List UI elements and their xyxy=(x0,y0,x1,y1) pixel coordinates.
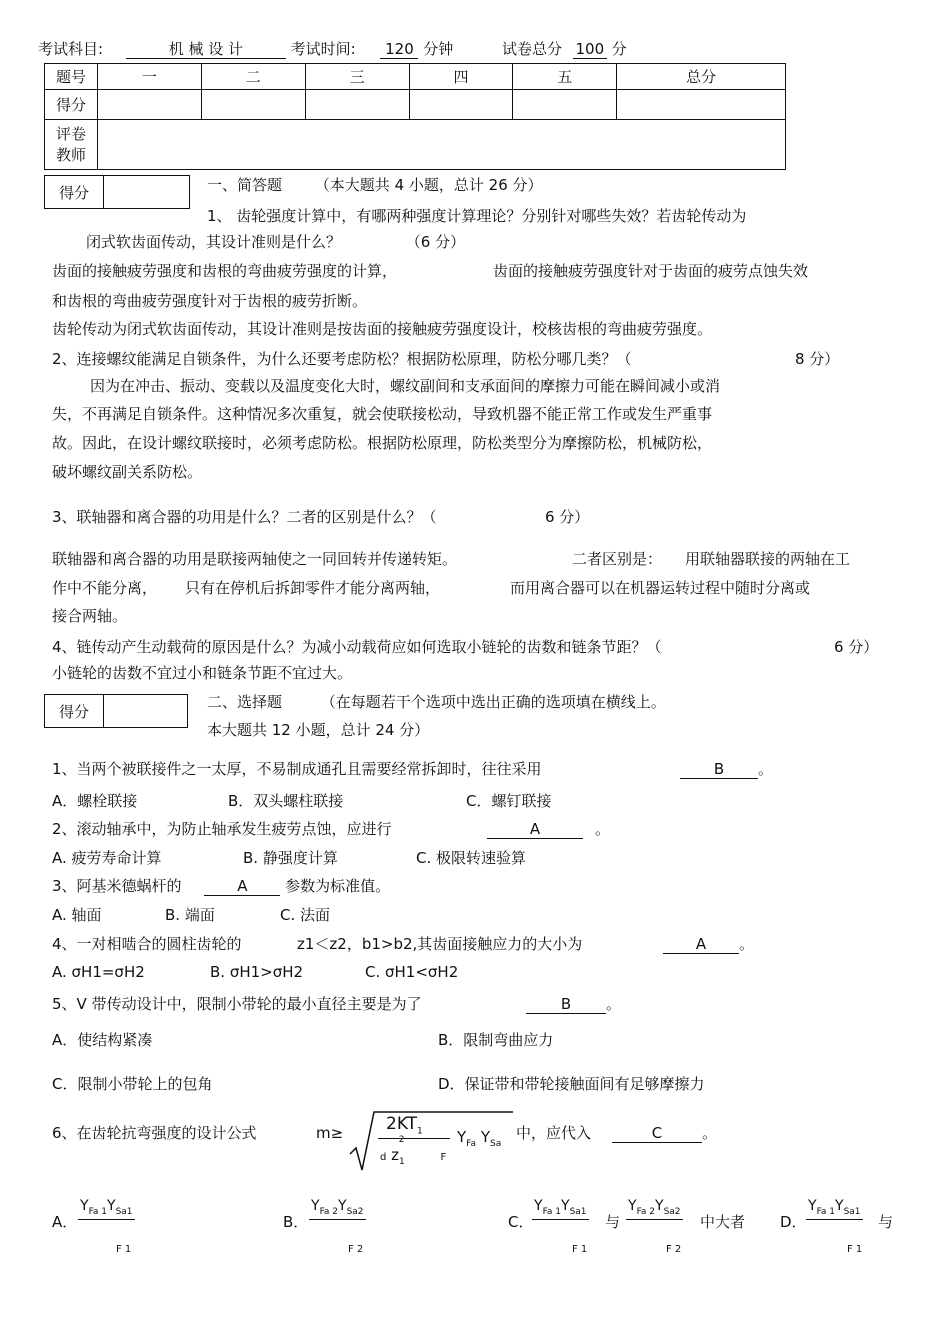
subject-value: 机 械 设 计 xyxy=(126,40,286,59)
s1-q1-line1: 1、 齿轮强度计算中，有哪两种强度计算理论？分别针对哪些失效？若齿轮传动为 xyxy=(207,207,747,225)
s1-a1-line1a: 齿面的接触疲劳强度和齿根的弯曲疲劳强度的计算， xyxy=(52,262,398,280)
s2-q4-option-a[interactable]: A. σH1=σH2 xyxy=(52,963,145,981)
s2-q6-mid: 中，应代入 xyxy=(516,1124,592,1142)
s2-q3 xyxy=(52,877,390,896)
score-cell[interactable] xyxy=(617,90,786,120)
grader-cell[interactable] xyxy=(98,120,786,170)
s1-q4-score: 6 分） xyxy=(834,638,879,656)
s2-q3-tail: 参数为标准值。 xyxy=(285,877,391,895)
section1-note: （本大题共 4 小题，总计 26 分） xyxy=(314,176,543,194)
s2-q3-option-c[interactable]: C. 法面 xyxy=(280,906,331,924)
subject-label: 考试科目: xyxy=(38,40,104,58)
col-2: 二 xyxy=(201,64,305,90)
col-total: 总分 xyxy=(617,64,786,90)
row-label-grader: 评卷教师 xyxy=(45,120,98,170)
section2-heading xyxy=(207,693,666,711)
option-c-fraction-2: $Y_{Fa 2}Y_{Sa2}$ xyxy=(626,1198,683,1220)
score-cell[interactable] xyxy=(98,90,202,120)
option-a-denominator: F 1 xyxy=(116,1244,132,1255)
s2-q6-option-d[interactable]: D． xyxy=(780,1213,807,1231)
section2-note2: 本大题共 12 小题，总计 24 分） xyxy=(207,721,430,739)
s2-q1-answer-line[interactable]: B 。 xyxy=(680,760,773,779)
s2-q4-option-c[interactable]: C. σH1<σH2 xyxy=(365,963,459,981)
s1-q2-line1: 2、连接螺纹能满足自锁条件，为什么还要考虑防松？根据防松原理，防松分哪几类？（ xyxy=(52,350,632,368)
section2-score-box xyxy=(44,694,188,728)
col-4: 四 xyxy=(409,64,513,90)
s1-a3-line3: 接合两轴。 xyxy=(52,607,128,625)
s2-q5-answer: B xyxy=(526,995,606,1014)
s1-q1-line2-text: 闭式软齿面传动，其设计准则是什么？ xyxy=(86,233,342,251)
section2-score-label: 得分 xyxy=(45,695,104,727)
section1-heading xyxy=(207,176,543,194)
score-cell[interactable] xyxy=(201,90,305,120)
s2-q4-head: 4、一对相啮合的圆柱齿轮的 xyxy=(52,935,242,953)
s1-q1-score: （6 分） xyxy=(405,233,466,251)
formula-denominator: d $z_1^2F$ xyxy=(380,1135,447,1167)
s2-q6-option-b[interactable]: B． xyxy=(283,1213,309,1231)
s2-q1: 1、当两个被联接件之一太厚，不易制成通孔且需要经常拆卸时，往往采用 xyxy=(52,760,542,778)
s1-a1-line2: 和齿根的弯曲疲劳强度针对于齿根的疲劳折断。 xyxy=(52,292,368,310)
formula-fraction-bar xyxy=(378,1138,450,1139)
option-c-fraction-1: $Y_{Fa 1}Y_{Sa1}$ xyxy=(532,1198,589,1220)
section1-score-box xyxy=(44,175,190,209)
s1-q3-line1: 3、联轴器和离合器的功用是什么？二者的区别是什么？（ xyxy=(52,508,437,526)
exam-header xyxy=(38,40,627,59)
s2-q4-answer: A xyxy=(663,935,739,954)
col-1: 一 xyxy=(98,64,202,90)
s1-a3-line2a: 作中不能分离， xyxy=(52,579,158,597)
option-c-denominator-1: F 1 xyxy=(572,1244,588,1255)
option-d-with: 与 xyxy=(878,1213,894,1231)
s1-a2-line3: 故。因此，在设计螺纹联接时，必须考虑防松。根据防松原理，防松类型分为摩擦防松，机械防松， xyxy=(52,434,713,452)
score-cell[interactable] xyxy=(409,90,513,120)
s1-a2-line4: 破坏螺纹副关系防松。 xyxy=(52,463,203,481)
option-c-with: 与 xyxy=(605,1213,621,1231)
total-unit: 分 xyxy=(611,40,627,58)
s2-q6-head: 6、在齿轮抗弯强度的设计公式 xyxy=(52,1124,257,1142)
time-label: 考试时间: xyxy=(290,40,356,58)
s2-q1-option-a[interactable]: A．螺栓联接 xyxy=(52,792,138,810)
col-5: 五 xyxy=(513,64,617,90)
option-c-larger: 中大者 xyxy=(700,1213,746,1231)
s1-a3-line2c: 而用离合器可以在机器运转过程中随时分离或 xyxy=(510,579,811,597)
s2-q3-answer[interactable]: A xyxy=(204,877,280,896)
s2-q2: 2、滚动轴承中，为防止轴承发生疲劳点蚀，应进行 xyxy=(52,820,392,838)
s1-q3-score: 6 分） xyxy=(545,508,590,526)
s2-q5-option-b[interactable]: B．限制弯曲应力 xyxy=(438,1031,554,1049)
option-b-fraction: $Y_{Fa 2}Y_{Sa2}$ xyxy=(309,1198,366,1220)
s1-a1-line1b: 齿面的接触疲劳强度针对于齿面的疲劳点蚀失效 xyxy=(493,262,809,280)
s2-q6-answer: C xyxy=(612,1124,702,1143)
option-c-denominator-2: F 2 xyxy=(666,1244,682,1255)
option-b-denominator: F 2 xyxy=(348,1244,364,1255)
time-unit: 分钟 xyxy=(423,40,454,58)
score-cell[interactable] xyxy=(305,90,409,120)
s1-q1-line2 xyxy=(86,233,465,251)
col-3: 三 xyxy=(305,64,409,90)
s2-q3-option-b[interactable]: B. 端面 xyxy=(165,906,215,924)
s1-a3-line1c: 用联轴器联接的两轴在工 xyxy=(685,550,851,568)
s2-q2-option-c[interactable]: C. 极限转速验算 xyxy=(416,849,527,867)
s2-q1-option-c[interactable]: C．螺钉联接 xyxy=(466,792,552,810)
s2-q6-answer-line[interactable]: C 。 xyxy=(612,1124,717,1143)
s1-a4-line1: 小链轮的齿数不宜过小和链条节距不宜过大。 xyxy=(52,664,353,682)
section1-score-input[interactable] xyxy=(104,176,189,208)
s1-a3-line1a: 联轴器和离合器的功用是联接两轴使之一同回转并传递转矩。 xyxy=(52,550,458,568)
option-a-fraction: $Y_{Fa 1}Y_{Sa1}$ xyxy=(78,1198,135,1220)
s2-q6-option-c[interactable]: C． xyxy=(508,1213,534,1231)
s1-a1-line3: 齿轮传动为闭式软齿面传动，其设计准则是按齿面的接触疲劳强度设计，校核齿根的弯曲疲劳强度。 xyxy=(52,320,713,338)
total-value: 100 xyxy=(573,40,607,59)
section2-title: 二、选择题 xyxy=(207,693,283,711)
s2-q2-answer-line[interactable]: A 。 xyxy=(487,820,610,839)
formula-lhs: m≥ xyxy=(316,1124,344,1142)
score-table xyxy=(44,63,786,170)
s1-a2-line2: 失，不再满足自锁条件。这种情况多次重复，就会使联接松动，导致机器不能正常工作或发生严重事 xyxy=(52,405,713,423)
s2-q5-option-c[interactable]: C．限制小带轮上的包角 xyxy=(52,1075,213,1093)
s2-q2-answer: A xyxy=(487,820,583,839)
section1-title: 一、简答题 xyxy=(207,176,283,194)
s1-a2-line1: 因为在冲击、振动、变载以及温度变化大时，螺纹副间和支承面间的摩擦力可能在瞬间减小或消 xyxy=(90,377,721,395)
section1-score-label: 得分 xyxy=(45,176,104,208)
s2-q1-answer: B xyxy=(680,760,758,779)
s2-q5-option-a[interactable]: A．使结构紧凑 xyxy=(52,1031,153,1049)
score-cell[interactable] xyxy=(513,90,617,120)
s2-q3-text: 3、阿基米德蜗杆的 xyxy=(52,877,182,895)
s2-q5: 5、V 带传动设计中，限制小带轮的最小直径主要是为了 xyxy=(52,995,422,1013)
s2-q5-answer-line[interactable]: B 。 xyxy=(526,995,621,1014)
s2-q2-option-a[interactable]: A. 疲劳寿命计算 xyxy=(52,849,162,867)
s2-q1-option-b[interactable]: B．双头螺柱联接 xyxy=(228,792,344,810)
formula-numerator: $2KT_1$ xyxy=(386,1114,423,1137)
s2-q5-option-d[interactable]: D．保证带和带轮接触面间有足够摩擦力 xyxy=(438,1075,705,1093)
row-label-number: 题号 xyxy=(45,64,98,90)
option-d-denominator: F 1 xyxy=(847,1244,863,1255)
row-label-score: 得分 xyxy=(45,90,98,120)
formula-y-factors: $Y_{Fa}$ $Y_{Sa}$ xyxy=(457,1128,502,1149)
s2-q4-option-b[interactable]: B. σH1>σH2 xyxy=(210,963,304,981)
s1-q4-line1: 4、链传动产生动载荷的原因是什么？为减小动载荷应如何选取小链轮的齿数和链条节距？（ xyxy=(52,638,662,656)
time-value: 120 xyxy=(380,40,418,59)
section2-note: （在每题若干个选项中选出正确的选项填在横线上。 xyxy=(320,693,666,711)
s2-q4-answer-line[interactable]: A 。 xyxy=(663,935,754,954)
section2-score-input[interactable] xyxy=(104,695,187,727)
s1-a3-line2b: 只有在停机后拆卸零件才能分离两轴， xyxy=(185,579,441,597)
option-d-fraction: $Y_{Fa 1}Y_{Sa1}$ xyxy=(806,1198,863,1220)
s1-q2-score: 8 分） xyxy=(795,350,840,368)
s2-q3-option-a[interactable]: A. 轴面 xyxy=(52,906,102,924)
s1-a3-line1b: 二者区别是： xyxy=(572,550,663,568)
s2-q4-cond: z1＜z2，b1>b2,其齿面接触应力的大小为 xyxy=(297,935,583,953)
s2-q2-option-b[interactable]: B. 静强度计算 xyxy=(243,849,338,867)
s2-q6-option-a[interactable]: A． xyxy=(52,1213,78,1231)
total-label: 试卷总分 xyxy=(502,40,563,58)
